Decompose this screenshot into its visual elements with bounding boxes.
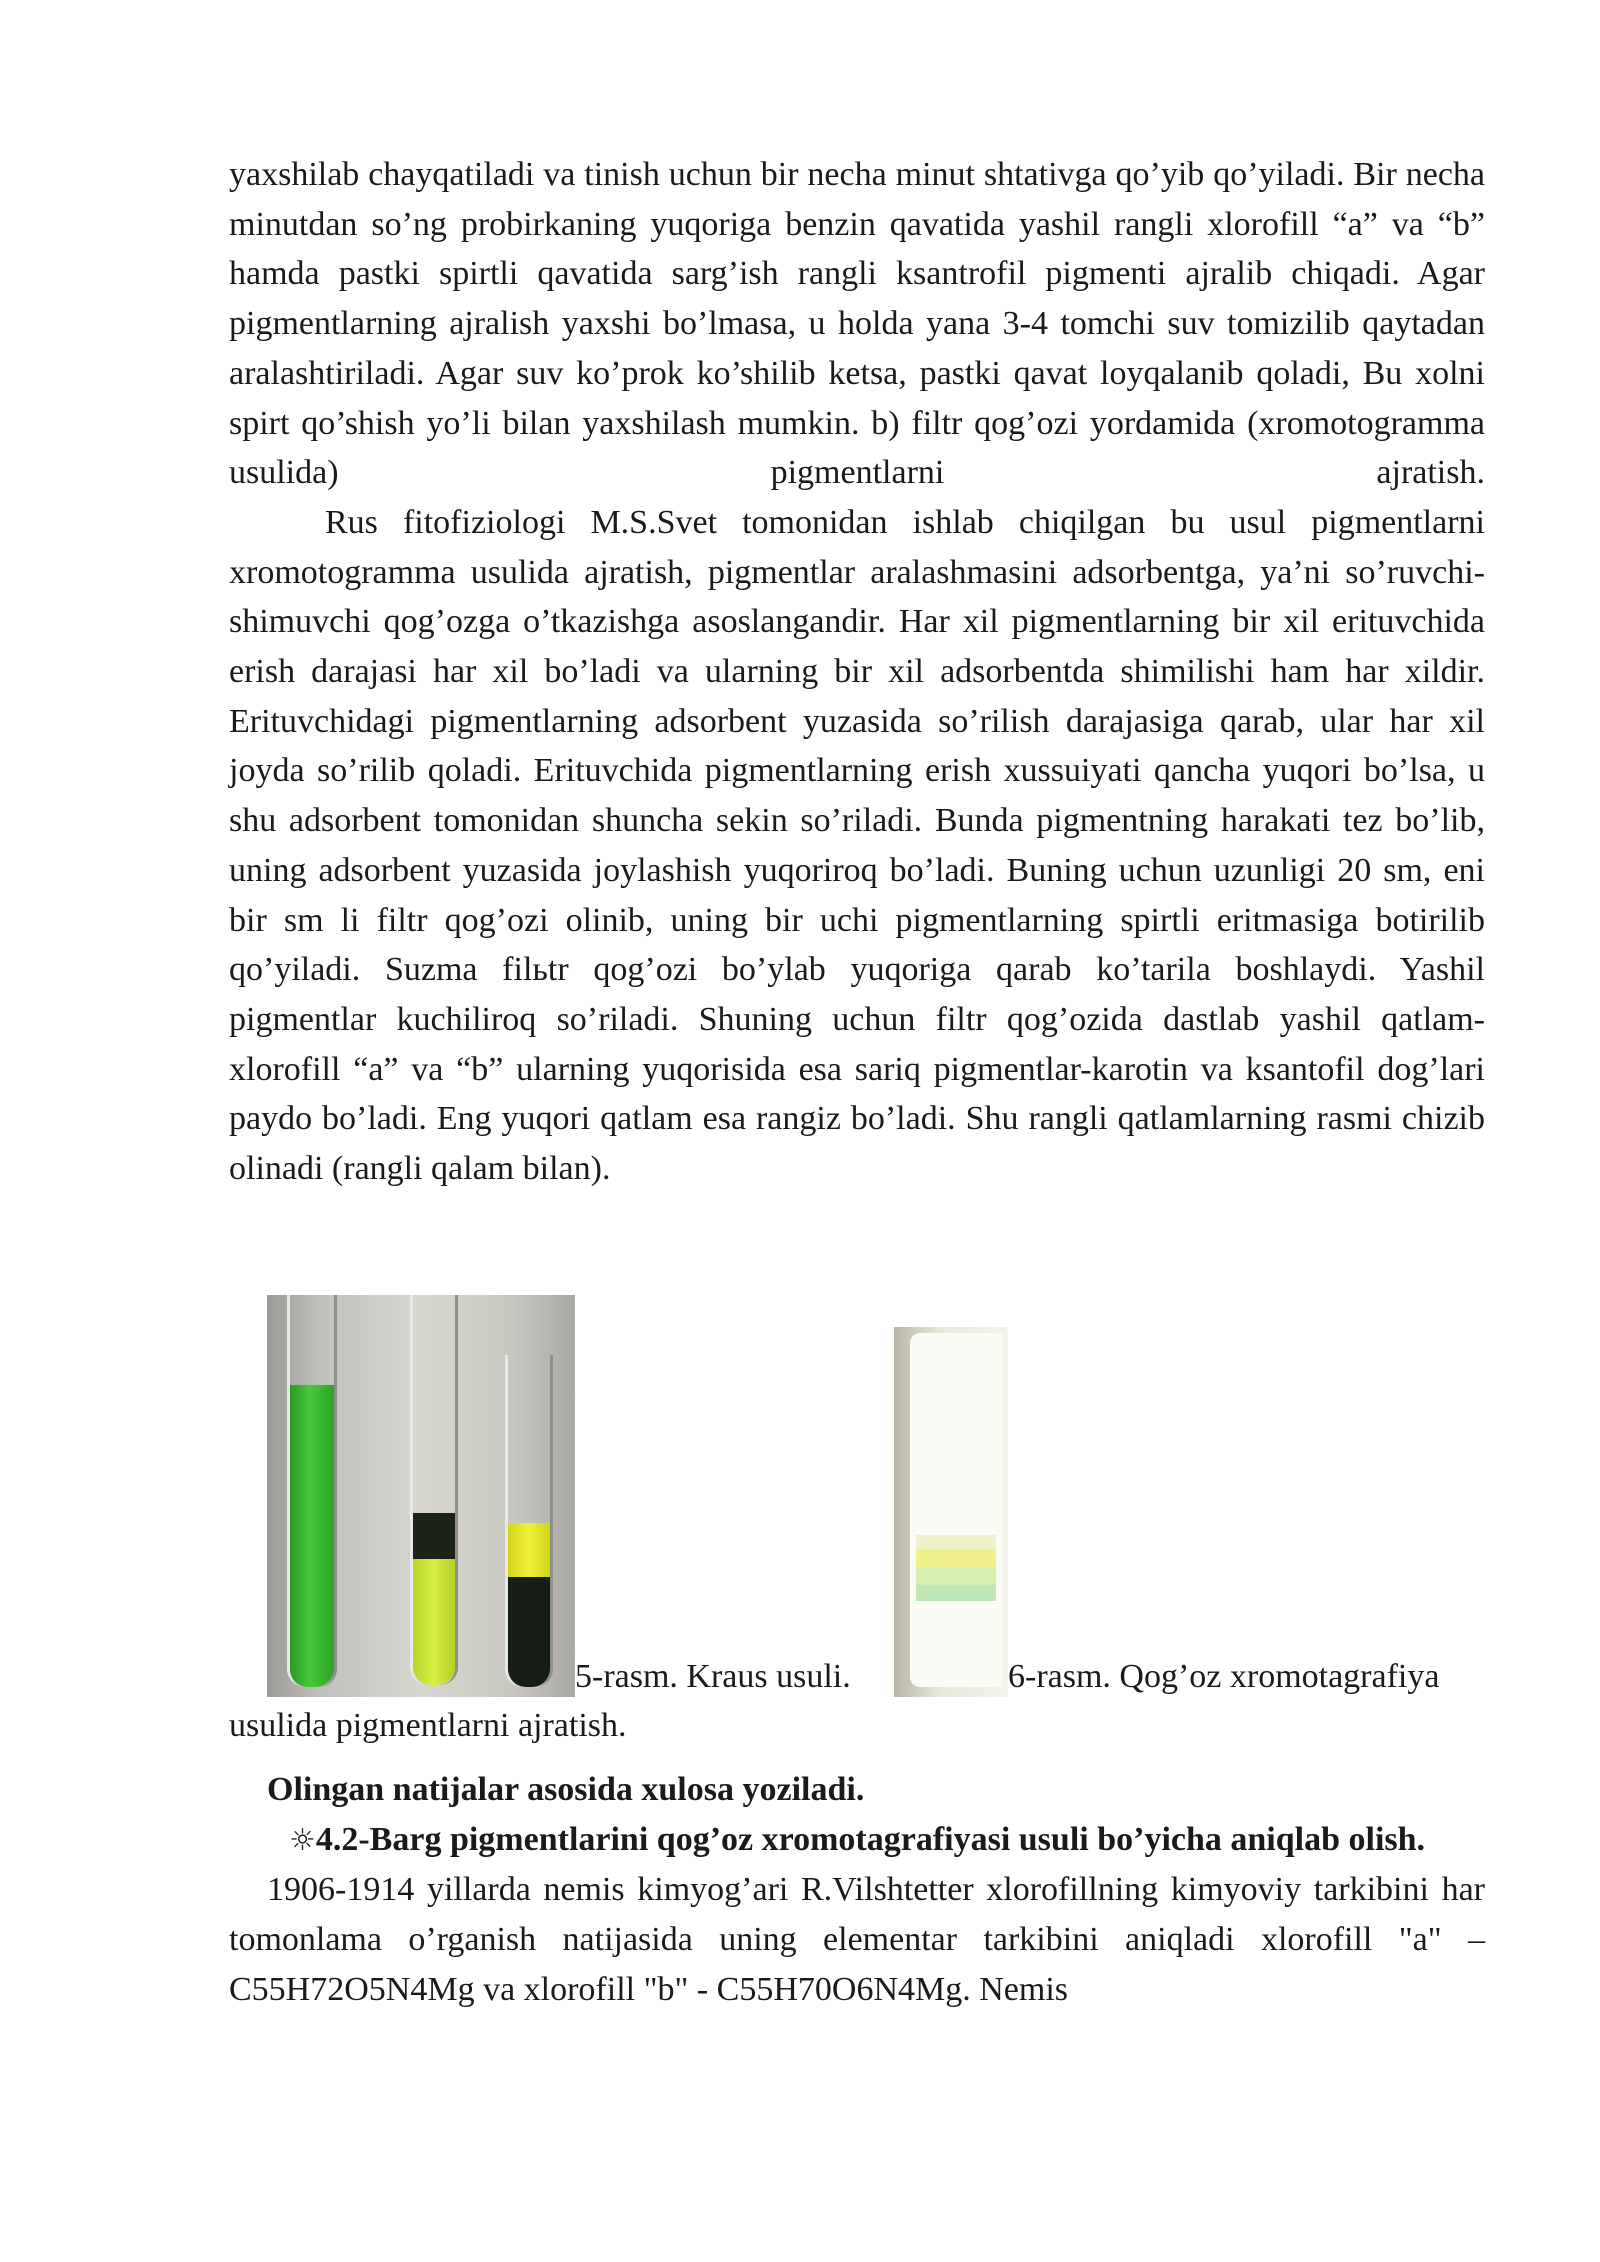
band-yellow bbox=[916, 1549, 996, 1567]
chromatography-strip-photo bbox=[894, 1327, 1008, 1697]
yellow-green-layer bbox=[413, 1559, 455, 1685]
dark-green-layer bbox=[413, 1513, 455, 1559]
band-green bbox=[916, 1585, 996, 1601]
green-extract-layer bbox=[290, 1385, 334, 1687]
caption-figure-6: 6-rasm. Qog’oz xromotagrafiya bbox=[1008, 1658, 1440, 1695]
section-heading-text: 4.2-Barg pigmentlarini qog’oz xromotagrafiyasi usuli bo’yicha aniqlab olish. bbox=[315, 1820, 1426, 1858]
yellow-layer bbox=[508, 1523, 550, 1577]
caption-figure-6-continued: usulida pigmentlarni ajratish. bbox=[229, 1707, 627, 1744]
caption-figure-5: 5-rasm. Kraus usuli. bbox=[575, 1658, 851, 1695]
band-green-light bbox=[916, 1567, 996, 1585]
body-text-top bbox=[229, 150, 1485, 1194]
paper-strip bbox=[910, 1333, 1002, 1687]
dark-bottom-layer bbox=[508, 1577, 550, 1687]
section-heading bbox=[229, 1815, 1485, 1866]
sun-icon: ☼ bbox=[288, 1822, 316, 1858]
paragraph-chromatography: Rus fitofiziologi M.S.Svet tomonidan ishlab chiqilgan bu usul pigmentlarni xromotogramma usulida ajratish, pigmentlar aralashmasini adsorbentga, ya’ni so’ruvchi-shimuvchi qog’ozga o’tkazishga asoslangandir. Har xil pigmentlarning bir xil erituvchida erish darajasi har xil bo’ladi va ularning bir xil adsorbentda shimilishi ham har xildir. Erituvchidagi pigmentlarning adsorbent yuzasida so’rilish darajasiga qarab, ular har xil joyda so’rilib qoladi. Erituvchida pigmentlarning erish xussuiyati qancha yuqori bo’lsa, u shu adsorbent tomonidan shuncha sekin so’riladi. Bunda pigmentning harakati tez bo’lib, uning adsorbent yuzasida joylashish yuqoriroq bo’ladi. Buning uchun uzunligi 20 sm, eni bir sm li filtr qog’ozi olinib, uning bir uchi pigmentlarning spirtli eritmasiga botirilib qo’yiladi. Suzma filьtr qog’ozi bo’ylab yuqoriga qarab ko’tarila boshlaydi. Yashil pigmentlar kuchiliroq so’riladi. Shuning uchun filtr qog’ozida dastlab yashil qatlam-xlorofill “a” va “b” ularning yuqorisida esa sariq pigmentlar-karotin va ksantofil dog’lari paydo bo’ladi. Eng yuqori qatlam esa rangiz bo’ladi. Shu rangli qatlamlarning rasmi chizib olinadi (rangli qalam bilan). bbox=[229, 503, 1485, 1188]
paragraph-kraus-method: yaxshilab chayqatiladi va tinish uchun bir necha minut shtativga qo’yib qo’yiladi. Bir necha minutdan so’ng probirkaning yuqoriga benzin qavatida yashil rangli xlorofill “a” va “b” hamda pastki spirtli qavatida sarg’ish rangli ksantrofil pigmenti ajralib chiqadi. Agar pigmentlarning ajralish yaxshi bo’lmasa, u holda yana 3-4 tomchi suv tomizilib qaytadan aralashtiriladi. Agar suv ko’prok ko’shilib ketsa, pastki qavat loyqalanib qoladi, Bu xolni spirt qo’shish yo’li bilan yaxshilash mumkin. b) filtr qog’ozi yordamida (xromotogramma usulida) pigmentlarni ajratish. bbox=[229, 156, 1485, 492]
figure-row bbox=[229, 1295, 1485, 1765]
band-top bbox=[916, 1535, 996, 1549]
body-text-bottom bbox=[229, 1765, 1485, 2015]
test-tubes-photo bbox=[267, 1295, 575, 1697]
paragraph-willstatter: 1906-1914 yillarda nemis kimyog’ari R.Vilshtetter xlorofillning kimyoviy tarkibini har tomonlama o’rganish natijasida uning elementar tarkibini aniqladi xlorofill "a" –C55H72O5N4Mg va xlorofill "b" - C55H70O6N4Mg. Nemis bbox=[229, 1871, 1485, 2008]
conclusion-line: Olingan natijalar asosida xulosa yoziladi. bbox=[267, 1771, 865, 1808]
